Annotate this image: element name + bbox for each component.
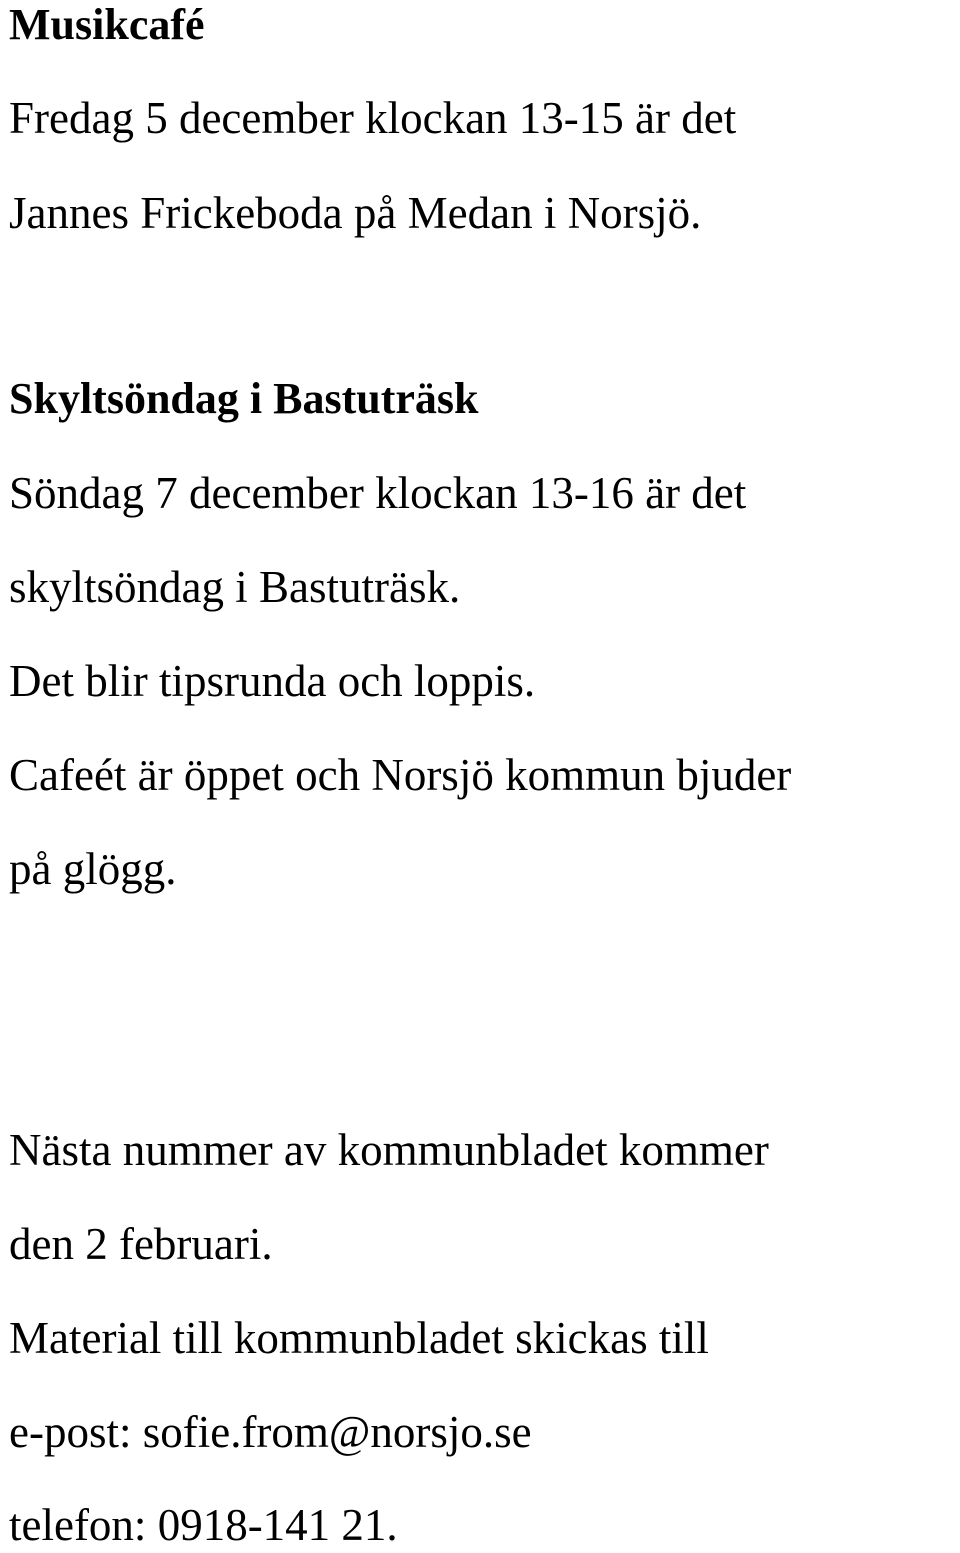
skyltsondag-line-2: skyltsöndag i Bastuträsk. [9, 562, 461, 612]
musikcafe-title: Musikcafé [9, 0, 205, 49]
musikcafe-line-2: Jannes Frickeboda på Medan i Norsjö. [9, 188, 702, 238]
musikcafe-line-1: Fredag 5 december klockan 13-15 är det [9, 93, 737, 143]
footer-phone-line: telefon: 0918-141 21. [9, 1500, 398, 1550]
skyltsondag-line-5: på glögg. [9, 844, 177, 894]
footer-line-2: den 2 februari. [9, 1219, 273, 1269]
skyltsondag-line-3: Det blir tipsrunda och loppis. [9, 656, 536, 706]
footer-line-3: Material till kommunbladet skickas till [9, 1313, 709, 1363]
skyltsondag-title: Skyltsöndag i Bastuträsk [9, 374, 479, 423]
footer-line-1: Nästa nummer av kommunbladet kommer [9, 1125, 769, 1175]
footer-email-line: e-post: sofie.from@norsjo.se [9, 1407, 532, 1457]
skyltsondag-line-4: Cafeét är öppet och Norsjö kommun bjuder [9, 750, 792, 800]
skyltsondag-line-1: Söndag 7 december klockan 13-16 är det [9, 468, 747, 518]
